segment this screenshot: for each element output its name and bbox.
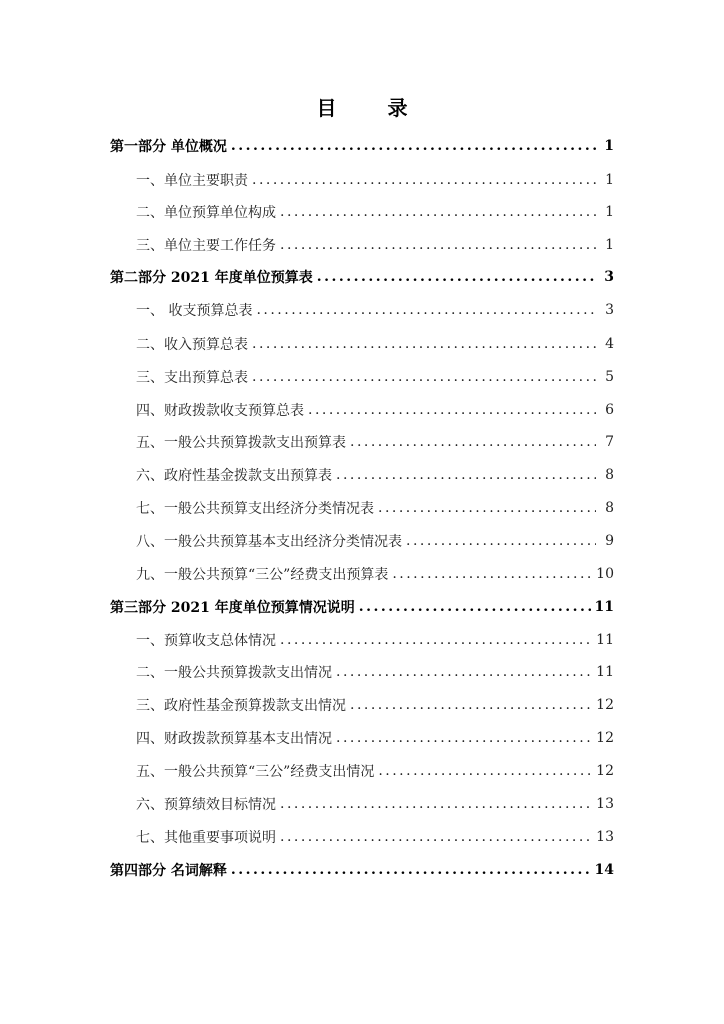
toc-entry-page: 4 <box>605 336 614 352</box>
toc-entry-label: 六、预算绩效目标情况 <box>136 797 276 813</box>
toc-section-entry[interactable] <box>136 724 614 752</box>
dot-leader <box>350 697 592 713</box>
toc-entry-label: 二、单位预算单位构成 <box>136 205 276 221</box>
toc-part-entry[interactable] <box>110 856 614 884</box>
dot-leader <box>231 862 591 878</box>
toc-entry-label: 七、其他重要事项说明 <box>136 830 276 846</box>
toc-entry-page: 1 <box>604 138 614 154</box>
toc-section-entry[interactable] <box>136 428 614 456</box>
dot-leader <box>336 730 592 746</box>
toc-entry-label: 一、单位主要职责 <box>136 173 248 189</box>
toc-section-entry[interactable] <box>136 198 614 226</box>
toc-section-entry[interactable] <box>136 626 614 654</box>
toc-entry-label: 六、政府性基金拨款支出预算表 <box>136 468 332 484</box>
toc-entry-label: 四、财政拨款预算基本支出情况 <box>136 731 332 747</box>
toc-section-entry[interactable] <box>136 560 614 588</box>
toc-part-entry[interactable] <box>110 593 614 621</box>
dot-leader <box>378 500 596 516</box>
dot-leader <box>280 204 596 220</box>
toc-entry-page: 1 <box>605 172 614 188</box>
dot-leader <box>252 336 596 352</box>
toc-section-entry[interactable] <box>136 363 614 391</box>
toc-entry-page: 1 <box>605 204 614 220</box>
toc-entry-page: 11 <box>596 632 614 648</box>
toc-section-entry[interactable] <box>136 494 614 522</box>
dot-leader <box>406 533 596 549</box>
toc-entry-page: 6 <box>605 402 614 418</box>
toc-part-entry[interactable] <box>110 263 614 291</box>
toc-section-entry[interactable] <box>136 790 614 818</box>
dot-leader <box>336 467 596 483</box>
toc-entry-page: 1 <box>605 237 614 253</box>
toc-section-entry[interactable] <box>136 231 614 259</box>
toc-entry-page: 3 <box>604 269 614 285</box>
toc-entry-page: 8 <box>605 467 614 483</box>
toc-entry-label: 二、收入预算总表 <box>136 337 248 353</box>
dot-leader <box>378 763 592 779</box>
toc-entry-page: 3 <box>605 302 614 318</box>
toc-entry-page: 14 <box>594 862 614 878</box>
toc-section-entry[interactable] <box>136 396 614 424</box>
toc-entry-label: 第三部分 2021 年度单位预算情况说明 <box>110 600 355 616</box>
toc-entry-label: 第二部分 2021 年度单位预算表 <box>110 270 313 286</box>
toc-entry-label: 五、一般公共预算拨款支出预算表 <box>136 435 346 451</box>
toc-entry-page: 11 <box>594 599 614 615</box>
toc-section-entry[interactable] <box>136 757 614 785</box>
toc-entry-label: 五、一般公共预算“三公”经费支出情况 <box>136 764 375 780</box>
dot-leader <box>336 664 592 680</box>
dot-leader <box>252 172 596 188</box>
dot-leader <box>308 402 596 418</box>
toc-entry-page: 12 <box>596 697 614 713</box>
dot-leader <box>252 369 596 385</box>
toc-entry-label: 三、单位主要工作任务 <box>136 238 276 254</box>
toc-entry-page: 13 <box>596 829 614 845</box>
dot-leader <box>256 302 596 318</box>
toc-entry-page: 10 <box>596 566 614 582</box>
toc-entry-label: 一、预算收支总体情况 <box>136 633 276 649</box>
toc-entry-label: 九、一般公共预算“三公”经费支出预算表 <box>136 567 389 583</box>
dot-leader <box>280 796 592 812</box>
toc-entry-page: 7 <box>605 434 614 450</box>
page-title: 目 录 <box>316 96 430 120</box>
toc-section-entry[interactable] <box>136 823 614 851</box>
dot-leader <box>392 566 592 582</box>
toc-entry-page: 9 <box>605 533 614 549</box>
toc-section-entry[interactable] <box>136 658 614 686</box>
toc-entry-page: 5 <box>605 369 614 385</box>
dot-leader <box>280 632 592 648</box>
toc-entry-label: 二、一般公共预算拨款支出情况 <box>136 665 332 681</box>
toc-part-entry[interactable] <box>110 132 614 160</box>
toc-entry-label: 三、支出预算总表 <box>136 370 248 386</box>
toc-entry-label: 一、 收支预算总表 <box>136 303 253 319</box>
toc-entry-label: 第一部分 单位概况 <box>110 139 227 155</box>
toc-entry-page: 11 <box>596 664 614 680</box>
toc-section-entry[interactable] <box>136 691 614 719</box>
toc-entry-page: 8 <box>605 500 614 516</box>
toc-entry-label: 四、财政拨款收支预算总表 <box>136 403 304 419</box>
toc-section-entry[interactable] <box>136 527 614 555</box>
toc-entry-label: 八、一般公共预算基本支出经济分类情况表 <box>136 534 402 550</box>
dot-leader <box>231 138 596 154</box>
dot-leader <box>359 599 591 615</box>
dot-leader <box>280 829 592 845</box>
dot-leader <box>280 237 596 253</box>
toc-entry-page: 13 <box>596 796 614 812</box>
dot-leader <box>317 269 596 285</box>
toc-entry-label: 七、一般公共预算支出经济分类情况表 <box>136 501 374 517</box>
dot-leader <box>350 434 596 450</box>
toc-entry-label: 三、政府性基金预算拨款支出情况 <box>136 698 346 714</box>
toc-section-entry[interactable] <box>136 461 614 489</box>
toc-entry-page: 12 <box>596 730 614 746</box>
toc-entry-page: 12 <box>596 763 614 779</box>
toc-section-entry[interactable] <box>136 166 614 194</box>
toc-entry-label: 第四部分 名词解释 <box>110 863 227 879</box>
toc-section-entry[interactable] <box>136 296 614 324</box>
toc-section-entry[interactable] <box>136 330 614 358</box>
